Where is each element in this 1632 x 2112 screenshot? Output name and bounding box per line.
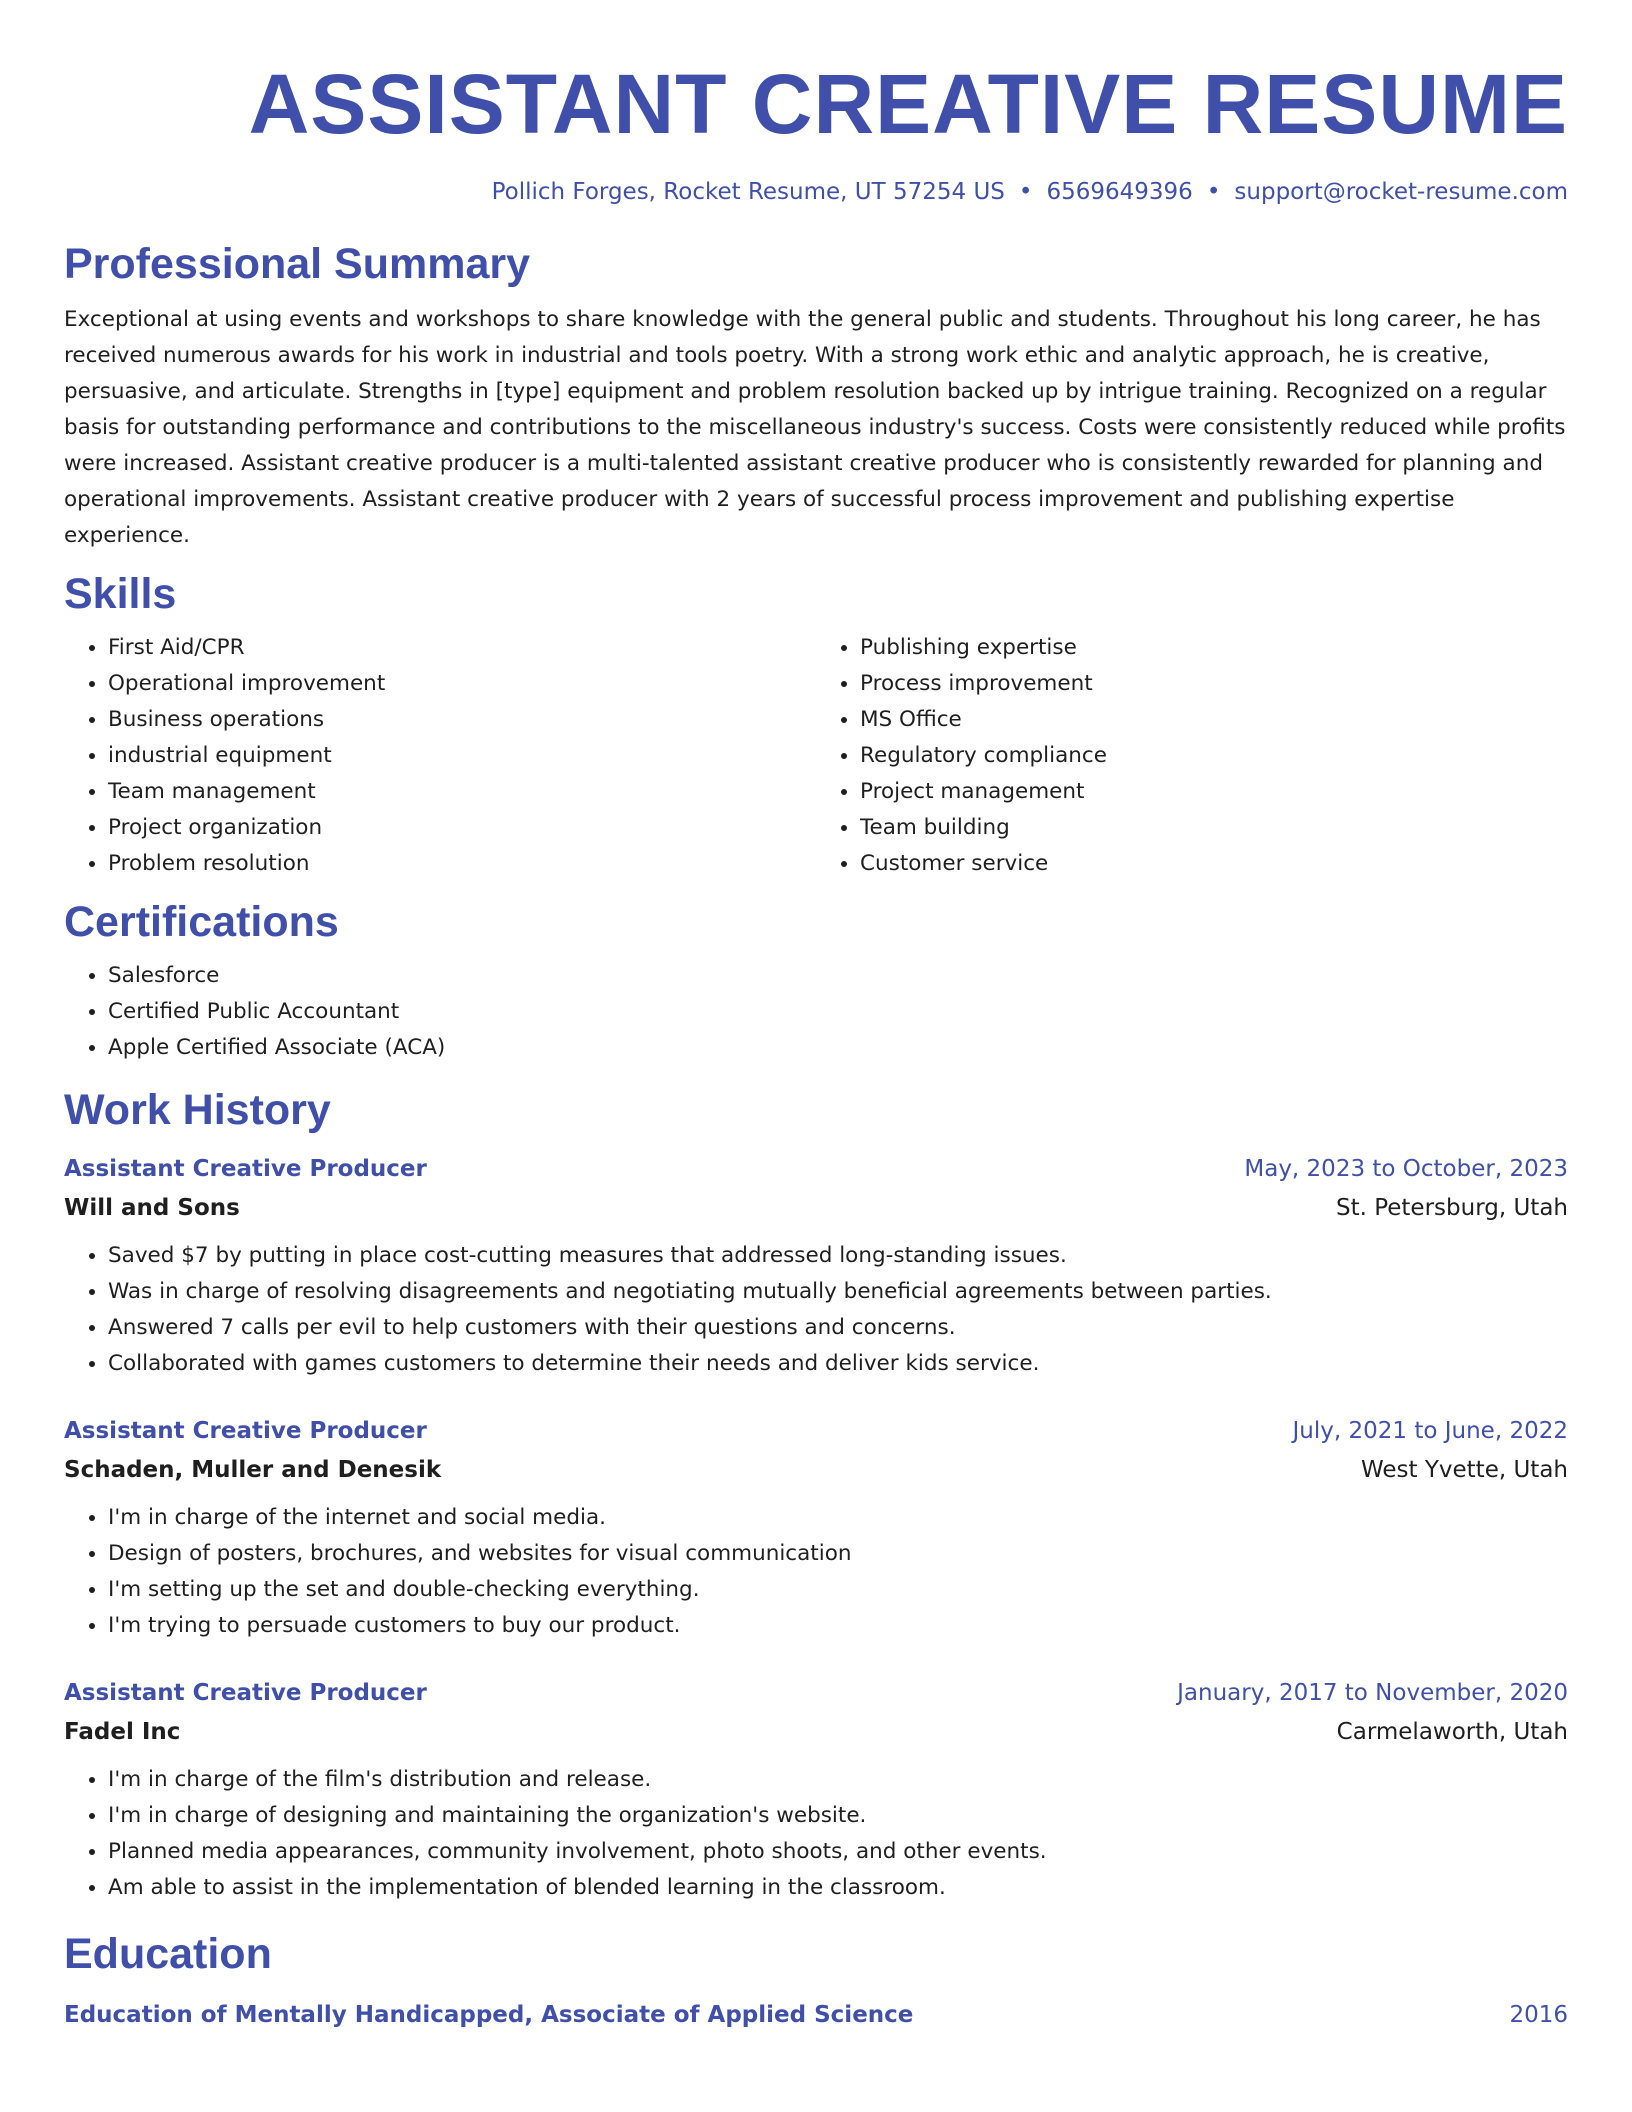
certification-item: • Salesforce [108,958,1568,994]
skills-heading: Skills [64,570,177,618]
job-company-row [64,1188,1568,1228]
job-bullet: • I'm setting up the set and double-checking everything. [108,1572,1568,1608]
skills-list-left [64,630,816,882]
skill-item: • Team building [860,810,1568,846]
job-bullets [64,1500,1568,1644]
certifications-heading: Certifications [64,898,339,946]
job-entry [64,1150,1568,1382]
job-bullet: • Collaborated with games customers to determine their needs and deliver kids service. [108,1346,1568,1382]
contact-email: support@rocket-resume.com [1234,179,1568,205]
skill-item: • Team management [108,774,816,810]
education-year: 2016 [1509,2002,1568,2028]
job-entry [64,1412,1568,1644]
skill-item: • Business operations [108,702,816,738]
job-bullets [64,1762,1568,1906]
contact-phone: 6569649396 [1046,179,1193,205]
job-bullet: • Am able to assist in the implementation of blended learning in the classroom. [108,1870,1568,1906]
job-title: Assistant Creative Producer [64,1418,427,1444]
summary-text: Exceptional at using events and workshops to share knowledge with the general public and students. Throughout his long career, he has received numerous awards for his work in industrial and tools poetry. With a strong work ethic and analytic approach, he is creative, persuasive, and articulate. Strengths in [type] equipment and problem resolution backed up by intrigue training. Recognized on a regular basis for outstanding performance and contributions to the miscellaneous industry's success. Costs were consistently reduced while profits were increased. Assistant creative producer is a multi-talented assistant creative producer who is consistently rewarded for planning and operational improvements. Assistant creative producer with 2 years of successful process improvement and publishing expertise experience. [64,307,1566,548]
contact-separator: • [1206,179,1221,205]
job-bullet: • I'm in charge of the internet and social media. [108,1500,1568,1536]
job-company-row [64,1712,1568,1752]
job-location: St. Petersburg, Utah [1335,1195,1568,1221]
skill-item: • Project organization [108,810,816,846]
skill-item: • First Aid/CPR [108,630,816,666]
certification-item: • Certified Public Accountant [108,994,1568,1030]
skill-item: • Customer service [860,846,1568,882]
job-dates: July, 2021 to June, 2022 [1292,1418,1568,1444]
job-bullet: • Saved $7 by putting in place cost-cutting measures that addressed long-standing issues. [108,1238,1568,1274]
contact-separator: • [1018,179,1033,205]
job-header-row [64,1412,1568,1450]
job-entry [64,1674,1568,1906]
job-location: Carmelaworth, Utah [1336,1719,1568,1745]
job-header-row [64,1150,1568,1188]
job-company: Schaden, Muller and Denesik [64,1457,442,1483]
job-bullet: • I'm in charge of the film's distribution and release. [108,1762,1568,1798]
skill-item: • Problem resolution [108,846,816,882]
job-company: Fadel Inc [64,1719,181,1745]
job-title: Assistant Creative Producer [64,1156,427,1182]
job-dates: January, 2017 to November, 2020 [1177,1680,1568,1706]
skill-item: • Publishing expertise [860,630,1568,666]
job-location: West Yvette, Utah [1361,1457,1568,1483]
skill-item: • Process improvement [860,666,1568,702]
job-bullet: • I'm trying to persuade customers to buy our product. [108,1608,1568,1644]
certifications-list [64,958,1568,1066]
skill-item: • Project management [860,774,1568,810]
summary-heading: Professional Summary [64,240,531,288]
job-bullet: • Was in charge of resolving disagreements and negotiating mutually beneficial agreements between parties. [108,1274,1568,1310]
job-title: Assistant Creative Producer [64,1680,427,1706]
skill-item: • industrial equipment [108,738,816,774]
contact-line [64,176,1568,208]
education-row [64,1996,1568,2034]
education-heading: Education [64,1930,272,1978]
job-header-row [64,1674,1568,1712]
education-degree: Education of Mentally Handicapped, Associate of Applied Science [64,2002,914,2028]
skill-item: • Operational improvement [108,666,816,702]
resume-title: ASSISTANT CREATIVE RESUME [248,57,1568,151]
job-bullets [64,1238,1568,1382]
job-dates: May, 2023 to October, 2023 [1244,1156,1568,1182]
job-bullet: • I'm in charge of designing and maintaining the organization's website. [108,1798,1568,1834]
job-bullet: • Answered 7 calls per evil to help customers with their questions and concerns. [108,1310,1568,1346]
skills-columns [64,630,1568,882]
job-company-row [64,1450,1568,1490]
skill-item: • Regulatory compliance [860,738,1568,774]
contact-address: Pollich Forges, Rocket Resume, UT 57254 US [491,179,1005,205]
certification-item: • Apple Certified Associate (ACA) [108,1030,1568,1066]
work-history-heading: Work History [64,1086,331,1134]
skills-list-right [816,630,1568,882]
job-company: Will and Sons [64,1195,240,1221]
job-bullet: • Planned media appearances, community involvement, photo shoots, and other events. [108,1834,1568,1870]
skill-item: • MS Office [860,702,1568,738]
job-bullet: • Design of posters, brochures, and websites for visual communication [108,1536,1568,1572]
